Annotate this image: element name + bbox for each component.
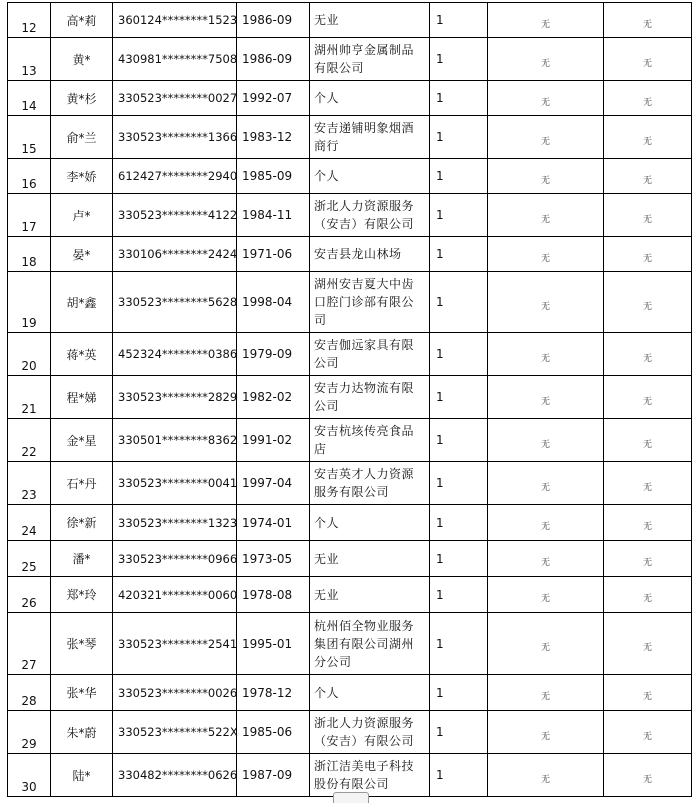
person-name: 黄*杉: [51, 81, 113, 116]
row-number: 21: [8, 376, 51, 419]
table-row: [8, 577, 692, 613]
table-row: [8, 613, 692, 675]
person-name: 卢*: [51, 194, 113, 237]
none-mark-1: 无: [488, 613, 604, 675]
birth-date: 1974-01: [237, 505, 310, 541]
none-mark-2: 无: [604, 159, 692, 194]
person-name: 陆*: [51, 754, 113, 797]
row-number: 29: [8, 711, 51, 754]
none-mark-1: 无: [488, 541, 604, 577]
id-number: 420321********0060: [113, 577, 237, 613]
table-row: [8, 541, 692, 577]
quantity: 1: [430, 376, 488, 419]
birth-date: 1973-05: [237, 541, 310, 577]
none-mark-2: 无: [604, 613, 692, 675]
none-mark-2: 无: [604, 333, 692, 376]
table-row: [8, 675, 692, 711]
birth-date: 1992-07: [237, 81, 310, 116]
employer: 个人: [310, 81, 430, 116]
id-number: 330523********1323: [113, 505, 237, 541]
birth-date: 1986-09: [237, 3, 310, 38]
quantity: 1: [430, 675, 488, 711]
employer: 无业: [310, 541, 430, 577]
none-mark-2: 无: [604, 81, 692, 116]
row-number: 16: [8, 159, 51, 194]
table-row: [8, 376, 692, 419]
none-mark-1: 无: [488, 711, 604, 754]
employer: 湖州帅亨金属制品有限公司: [310, 38, 430, 81]
id-number: 330523********4122: [113, 194, 237, 237]
row-number: 24: [8, 505, 51, 541]
none-mark-2: 无: [604, 376, 692, 419]
none-mark-1: 无: [488, 419, 604, 462]
none-mark-1: 无: [488, 81, 604, 116]
birth-date: 1997-04: [237, 462, 310, 505]
birth-date: 1979-09: [237, 333, 310, 376]
birth-date: 1987-09: [237, 754, 310, 797]
quantity: 1: [430, 419, 488, 462]
none-mark-2: 无: [604, 711, 692, 754]
row-number: 27: [8, 613, 51, 675]
birth-date: 1986-09: [237, 38, 310, 81]
row-number: 14: [8, 81, 51, 116]
none-mark-1: 无: [488, 159, 604, 194]
id-number: 330501********8362: [113, 419, 237, 462]
table-row: [8, 505, 692, 541]
id-number: 330523********1366: [113, 116, 237, 159]
birth-date: 1978-08: [237, 577, 310, 613]
id-number: 330482********0626: [113, 754, 237, 797]
quantity: 1: [430, 462, 488, 505]
employer: 安吉递铺明象烟酒商行: [310, 116, 430, 159]
employer: 个人: [310, 675, 430, 711]
table-row: [8, 159, 692, 194]
employer: 安吉英才人力资源服务有限公司: [310, 462, 430, 505]
none-mark-1: 无: [488, 272, 604, 333]
page-tab[interactable]: [333, 792, 369, 803]
row-number: 19: [8, 272, 51, 333]
quantity: 1: [430, 541, 488, 577]
none-mark-1: 无: [488, 505, 604, 541]
person-name: 徐*新: [51, 505, 113, 541]
person-name: 石*丹: [51, 462, 113, 505]
none-mark-2: 无: [604, 194, 692, 237]
person-name: 金*星: [51, 419, 113, 462]
employer: 浙北人力资源服务（安吉）有限公司: [310, 194, 430, 237]
none-mark-1: 无: [488, 194, 604, 237]
id-number: 330523********2541: [113, 613, 237, 675]
row-number: 30: [8, 754, 51, 797]
none-mark-2: 无: [604, 237, 692, 272]
employer: 个人: [310, 159, 430, 194]
quantity: 1: [430, 3, 488, 38]
id-number: 330523********0026: [113, 675, 237, 711]
none-mark-1: 无: [488, 3, 604, 38]
table-row: [8, 237, 692, 272]
none-mark-1: 无: [488, 675, 604, 711]
person-name: 张*琴: [51, 613, 113, 675]
row-number: 22: [8, 419, 51, 462]
person-name: 潘*: [51, 541, 113, 577]
employer: 湖州安吉夏大中齿口腔门诊部有限公司: [310, 272, 430, 333]
none-mark-2: 无: [604, 754, 692, 797]
table-row: [8, 81, 692, 116]
table-row: [8, 754, 692, 797]
birth-date: 1985-06: [237, 711, 310, 754]
none-mark-2: 无: [604, 675, 692, 711]
none-mark-1: 无: [488, 462, 604, 505]
none-mark-2: 无: [604, 3, 692, 38]
row-number: 13: [8, 38, 51, 81]
person-name: 蒋*英: [51, 333, 113, 376]
birth-date: 1984-11: [237, 194, 310, 237]
quantity: 1: [430, 272, 488, 333]
quantity: 1: [430, 194, 488, 237]
applicant-table: [7, 2, 692, 797]
birth-date: 1978-12: [237, 675, 310, 711]
none-mark-1: 无: [488, 754, 604, 797]
birth-date: 1982-02: [237, 376, 310, 419]
employer: 安吉力达物流有限公司: [310, 376, 430, 419]
none-mark-1: 无: [488, 237, 604, 272]
quantity: 1: [430, 711, 488, 754]
none-mark-2: 无: [604, 577, 692, 613]
table-row: [8, 194, 692, 237]
quantity: 1: [430, 333, 488, 376]
person-name: 黄*: [51, 38, 113, 81]
table-row: [8, 462, 692, 505]
row-number: 28: [8, 675, 51, 711]
id-number: 612427********2940: [113, 159, 237, 194]
table-row: [8, 272, 692, 333]
birth-date: 1985-09: [237, 159, 310, 194]
row-number: 12: [8, 3, 51, 38]
person-name: 张*华: [51, 675, 113, 711]
quantity: 1: [430, 38, 488, 81]
quantity: 1: [430, 116, 488, 159]
id-number: 360124********1523: [113, 3, 237, 38]
quantity: 1: [430, 505, 488, 541]
person-name: 高*莉: [51, 3, 113, 38]
table-row: [8, 419, 692, 462]
row-number: 17: [8, 194, 51, 237]
none-mark-2: 无: [604, 505, 692, 541]
quantity: 1: [430, 237, 488, 272]
employer: 无业: [310, 3, 430, 38]
person-name: 程*娣: [51, 376, 113, 419]
birth-date: 1971-06: [237, 237, 310, 272]
person-name: 晏*: [51, 237, 113, 272]
employer: 无业: [310, 577, 430, 613]
employer: 浙北人力资源服务（安吉）有限公司: [310, 711, 430, 754]
id-number: 330523********5628: [113, 272, 237, 333]
id-number: 330106********2424: [113, 237, 237, 272]
none-mark-1: 无: [488, 116, 604, 159]
table-row: [8, 333, 692, 376]
employer: 个人: [310, 505, 430, 541]
none-mark-2: 无: [604, 419, 692, 462]
quantity: 1: [430, 577, 488, 613]
none-mark-2: 无: [604, 116, 692, 159]
birth-date: 1991-02: [237, 419, 310, 462]
id-number: 330523********0966: [113, 541, 237, 577]
table-row: [8, 38, 692, 81]
employer: 安吉县龙山林场: [310, 237, 430, 272]
birth-date: 1983-12: [237, 116, 310, 159]
person-name: 郑*玲: [51, 577, 113, 613]
id-number: 330523********522X: [113, 711, 237, 754]
employer: 杭州佰全物业服务集团有限公司湖州分公司: [310, 613, 430, 675]
id-number: 430981********7508: [113, 38, 237, 81]
row-number: 20: [8, 333, 51, 376]
none-mark-2: 无: [604, 541, 692, 577]
employer: 浙江洁美电子科技股份有限公司: [310, 754, 430, 797]
none-mark-2: 无: [604, 462, 692, 505]
id-number: 330523********2829: [113, 376, 237, 419]
row-number: 18: [8, 237, 51, 272]
person-name: 胡*鑫: [51, 272, 113, 333]
row-number: 15: [8, 116, 51, 159]
quantity: 1: [430, 754, 488, 797]
id-number: 452324********0386: [113, 333, 237, 376]
none-mark-1: 无: [488, 376, 604, 419]
none-mark-2: 无: [604, 272, 692, 333]
row-number: 25: [8, 541, 51, 577]
none-mark-1: 无: [488, 38, 604, 81]
table-row: [8, 3, 692, 38]
id-number: 330523********0027: [113, 81, 237, 116]
table-row: [8, 116, 692, 159]
quantity: 1: [430, 613, 488, 675]
row-number: 23: [8, 462, 51, 505]
person-name: 俞*兰: [51, 116, 113, 159]
birth-date: 1998-04: [237, 272, 310, 333]
employer: 安吉伽远家具有限公司: [310, 333, 430, 376]
person-name: 李*娇: [51, 159, 113, 194]
none-mark-2: 无: [604, 38, 692, 81]
bottom-bar: [0, 792, 700, 804]
row-number: 26: [8, 577, 51, 613]
none-mark-1: 无: [488, 333, 604, 376]
employer: 安吉杭垓传亮食品店: [310, 419, 430, 462]
birth-date: 1995-01: [237, 613, 310, 675]
quantity: 1: [430, 81, 488, 116]
quantity: 1: [430, 159, 488, 194]
id-number: 330523********0041: [113, 462, 237, 505]
person-name: 朱*蔚: [51, 711, 113, 754]
table-row: [8, 711, 692, 754]
none-mark-1: 无: [488, 577, 604, 613]
